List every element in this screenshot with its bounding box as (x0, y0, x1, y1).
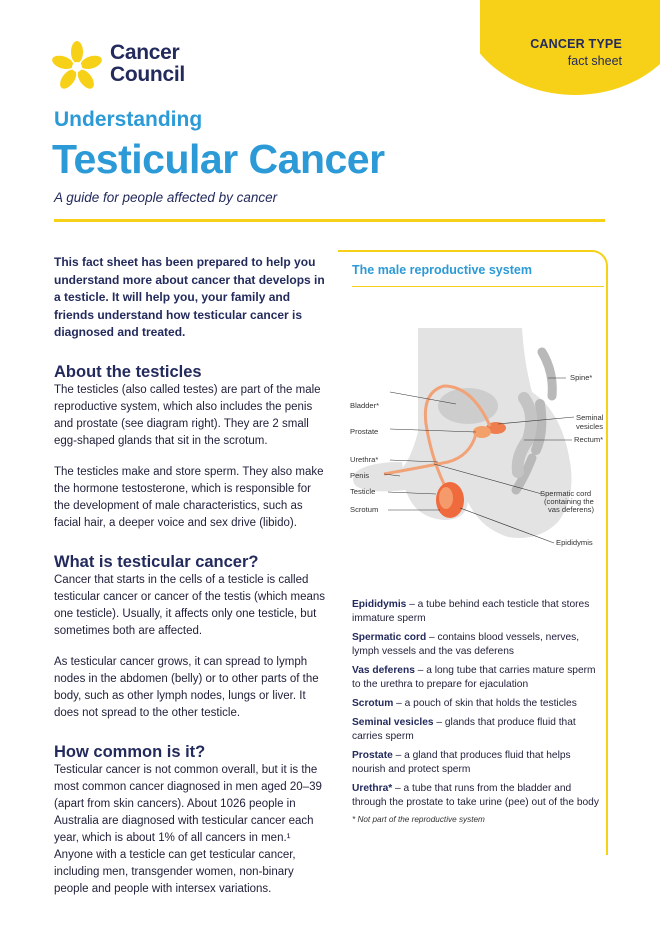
definition-term: Scrotum (352, 698, 394, 709)
label-spermatic-cord: Spermatic cord (540, 489, 592, 498)
definition-item (352, 664, 602, 692)
definition-term: Seminal vesicles (352, 717, 434, 728)
label-scrotum: Scrotum (350, 505, 379, 514)
about-paragraph-2: The testicles make and store sperm. They also make the hormone testosterone, which is responsible for the development of male characteristics, such as facial hair, a deeper voice and sex drive (libido). (54, 465, 324, 529)
label-containing-the: (containing the (544, 497, 594, 506)
cancer-council-logo (50, 38, 200, 94)
anatomy-illustration (348, 322, 610, 592)
definition-term: Spermatic cord (352, 632, 427, 643)
definition-item (352, 749, 602, 777)
intro-paragraph: This fact sheet has been prepared to help you understand more about cancer that develops in a testicle. It will help you, your family and friends understand how testicular cancer is diagnosed and treated. (54, 255, 325, 339)
label-rectum: Rectum* (574, 435, 604, 444)
title-divider (54, 219, 605, 222)
brand-name (110, 42, 185, 86)
cancer-type-label: CANCER TYPE (530, 37, 622, 51)
brand-line-1: Cancer (110, 41, 180, 64)
daffodil-icon (50, 38, 108, 94)
panel-title: The male reproductive system (352, 263, 532, 277)
section-heading-about: About the testicles (54, 362, 202, 381)
label-penis: Penis (350, 471, 369, 480)
definition-text: – a tube that runs from the bladder and through the prostate to take urine (pee) out of the body (352, 783, 599, 808)
definition-term: Epididymis (352, 599, 407, 610)
definition-term: Prostate (352, 750, 393, 761)
what-is-paragraph-2: As testicular cancer grows, it can spread to lymph nodes in the abdomen (belly) or to other parts of the body, such as other lymph nodes, lungs or liver. It does not spread to the other testicle. (54, 655, 319, 719)
definition-text: – contains blood vessels, nerves, lymph vessels and the vas deferens (352, 632, 580, 657)
about-paragraph-1: The testicles (also called testes) are part of the male reproductive system, which also includes the penis and prostate (see diagram right). They are 2 small egg-shaped glands that sit in the scrotum. (54, 383, 321, 447)
definition-item (352, 697, 602, 711)
label-vas-deferens: vas deferens) (548, 505, 595, 514)
definition-text: – a gland that produces fluid that helps nourish and protect sperm (352, 750, 571, 775)
label-epididymis: Epididymis (556, 538, 593, 547)
label-testicle: Testicle (350, 487, 376, 496)
definition-text: – glands that produce fluid that carries sperm (352, 717, 576, 742)
label-prostate: Prostate (350, 427, 379, 436)
definition-item (352, 716, 602, 744)
label-urethra: Urethra* (350, 455, 379, 464)
label-bladder: Bladder* (350, 401, 380, 410)
main-column (54, 254, 330, 898)
definition-text: – a pouch of skin that holds the testicles (393, 698, 577, 709)
definition-item (352, 631, 602, 659)
anatomy-diagram (348, 322, 610, 592)
fact-type-label (530, 37, 622, 68)
label-vesicles: vesicles (576, 422, 604, 431)
fact-sheet-label: fact sheet (567, 54, 622, 68)
definitions-list (352, 598, 602, 824)
how-common-paragraph-1: Testicular cancer is not common overall, but it is the most common cancer diagnosed in men aged 20–39 (apart from skin cancers). About 1026 people in Australia are diagnosed with testicular cancer each year, which is about 1% of all cancers in men.¹ Anyone with a testicle can get testicular cancer, including men, transgender women, non-binary people and people with intersex variations. (54, 763, 322, 895)
reproductive-system-panel (338, 250, 608, 855)
panel-divider (352, 286, 604, 287)
label-seminal: Seminal (576, 413, 604, 422)
footnote: * Not part of the reproductive system (352, 815, 485, 824)
definition-text: – a tube behind each testicle that stores immature sperm (352, 599, 590, 624)
label-spine: Spine* (570, 373, 593, 382)
what-is-paragraph-1: Cancer that starts in the cells of a testicle is called testicular cancer or cancer of the testis (which means one testicle). Usually, it affects only one testicle, but sometimes both are affected. (54, 573, 326, 637)
section-heading-how-common: How common is it? (54, 742, 206, 761)
brand-line-2: Council (110, 63, 185, 86)
section-heading-what-is: What is testicular cancer? (54, 552, 259, 571)
definition-item (352, 598, 602, 626)
definition-text: – a long tube that carries mature sperm to the urethra to prepare for ejaculation (352, 665, 596, 690)
definition-term: Urethra* (352, 783, 393, 794)
page-title: Testicular Cancer (52, 136, 385, 182)
title-kicker: Understanding (54, 108, 203, 131)
definition-item (352, 782, 602, 810)
page-subtitle: A guide for people affected by cancer (54, 190, 278, 205)
definition-term: Vas deferens (352, 665, 415, 676)
